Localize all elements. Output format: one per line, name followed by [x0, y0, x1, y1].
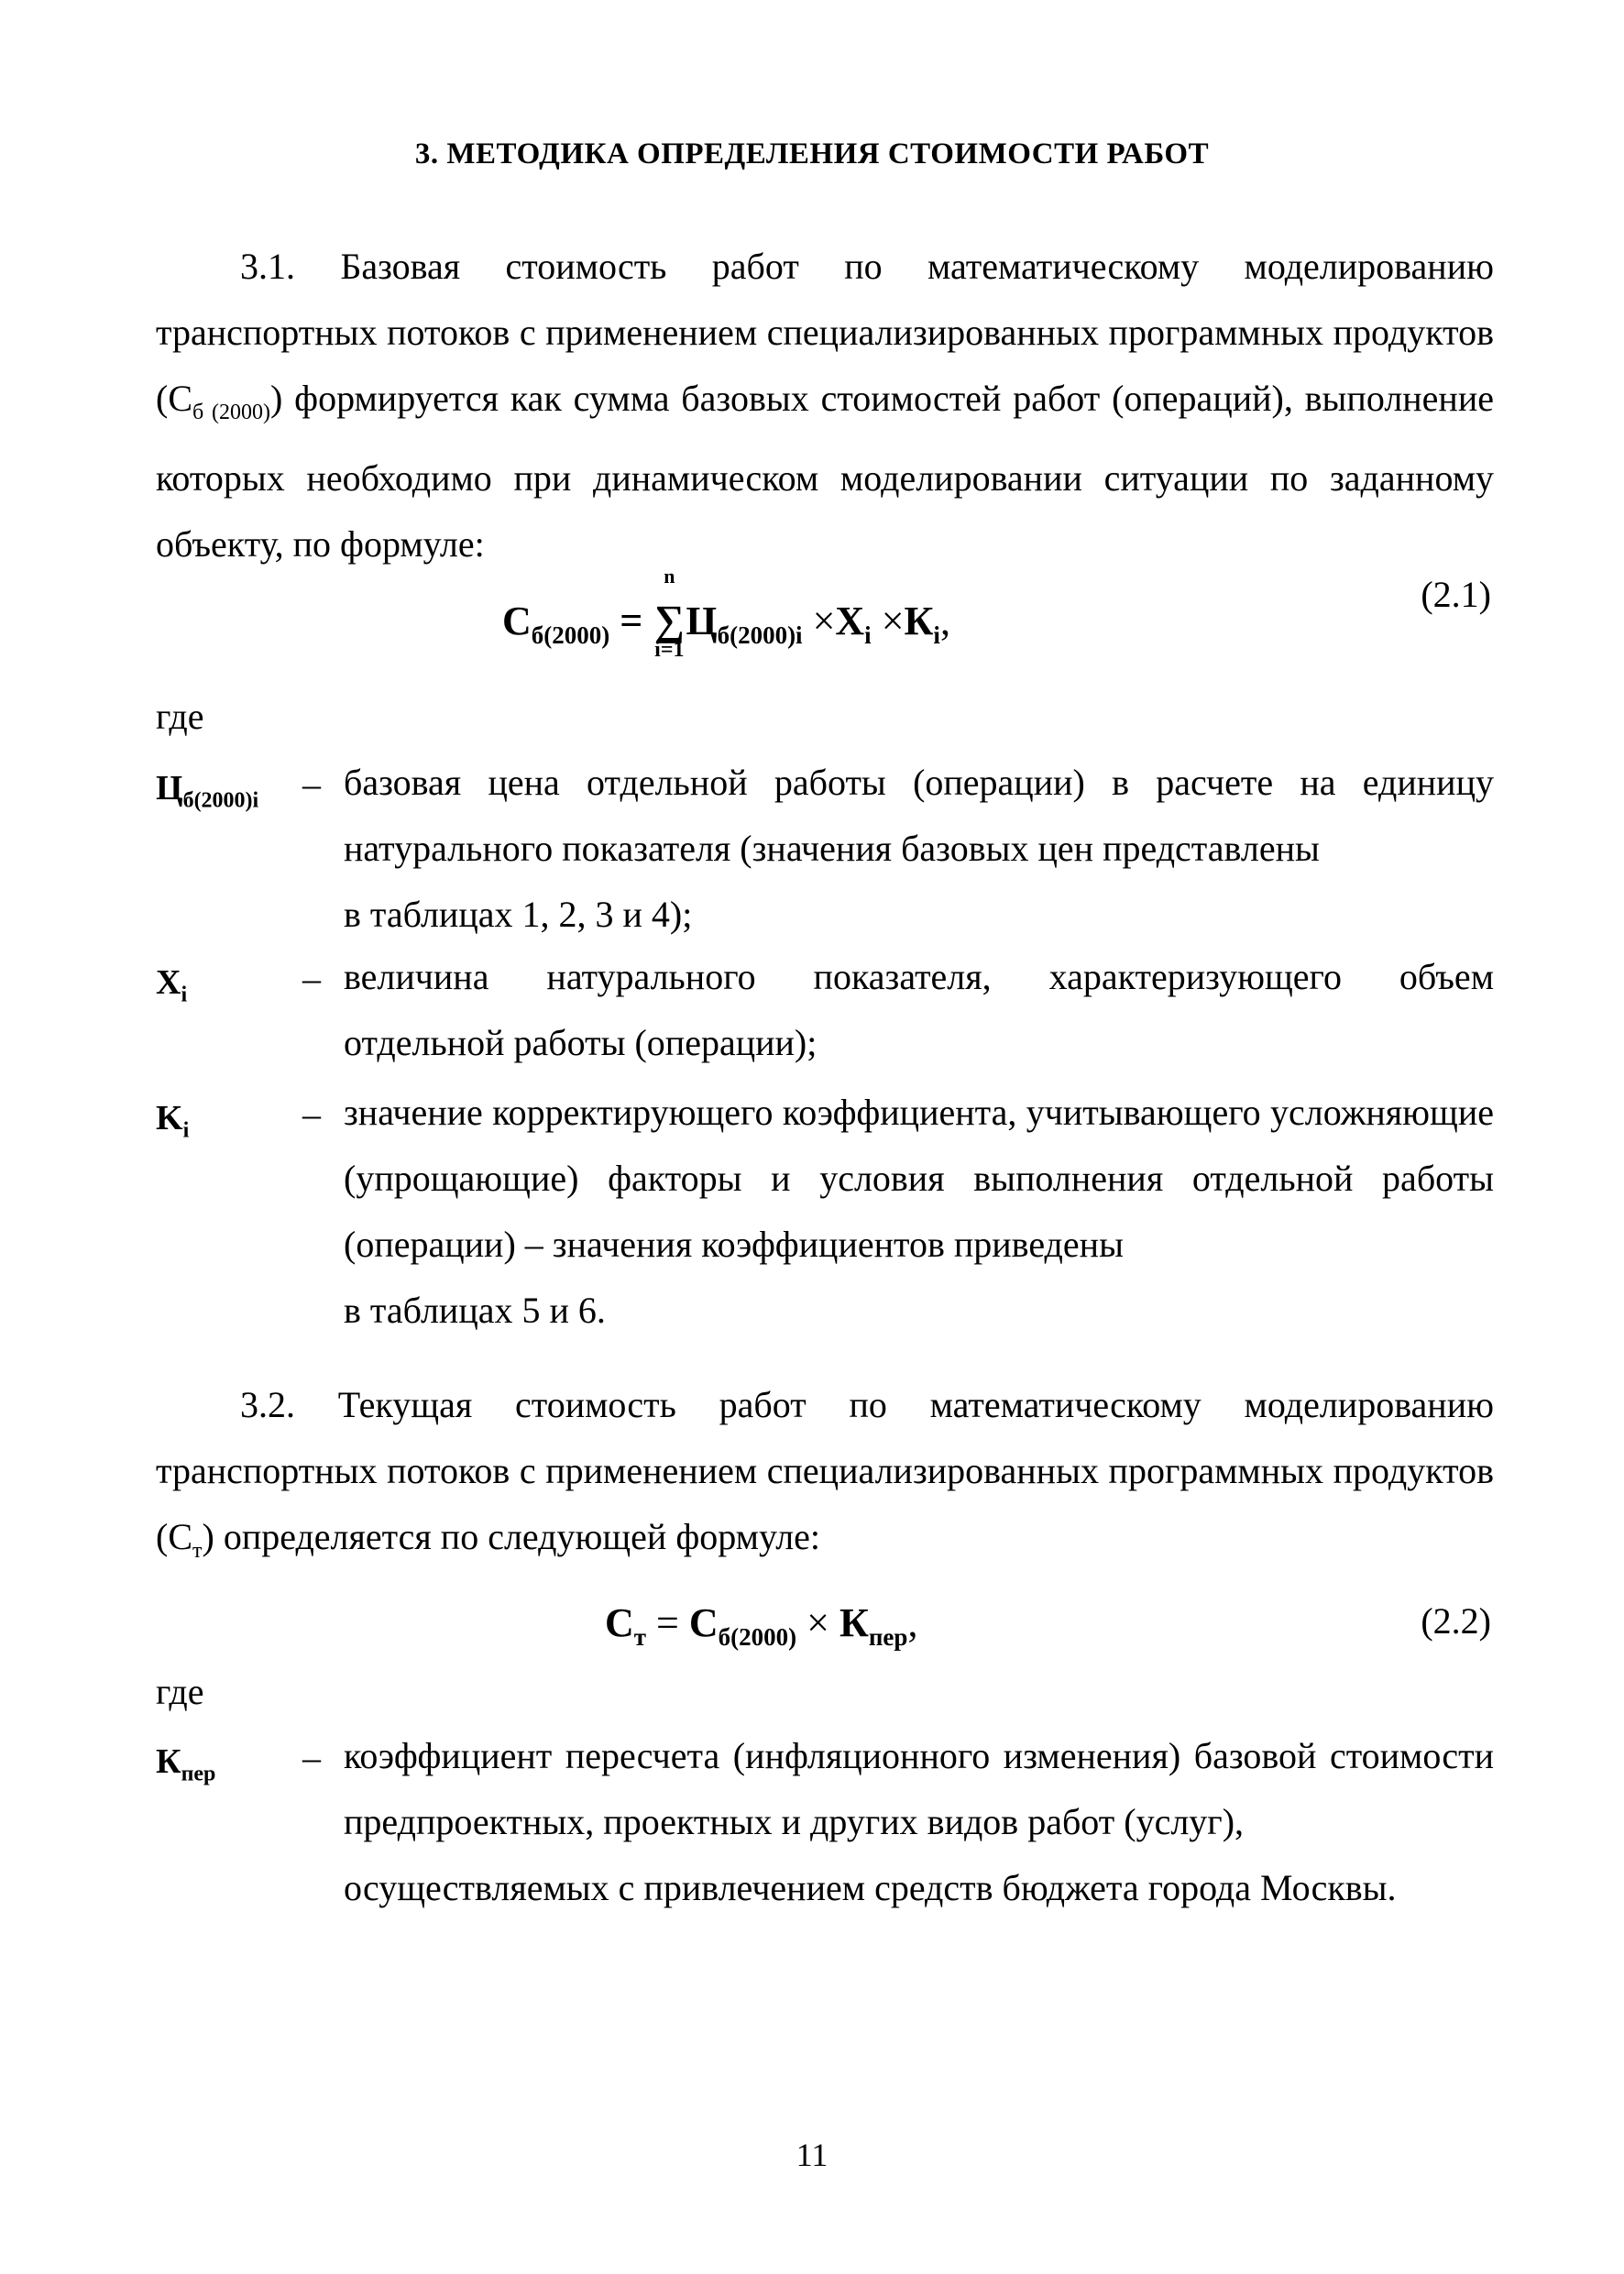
definition-term-quantity-symbol: X: [156, 963, 181, 1002]
definition-text-coefficient-main: значение корректирующего коэффициента, учитывающего усложняющие (упрощающие) факторы и условия выполнения отдельной работы (операции) – значения коэффициентов приведены: [344, 1092, 1494, 1265]
formula-2-1-lhs-sub: б(2000): [531, 621, 610, 649]
definition-term-conversion: [156, 1741, 215, 1787]
definition-text-quantity-cont: [344, 1010, 1494, 1076]
paragraph-3-2: [156, 1372, 1494, 1584]
definition-term-coefficient: [156, 1098, 189, 1144]
definition-term-quantity-sub: i: [181, 983, 188, 1007]
definition-text-quantity: [344, 944, 1494, 1010]
page-number: 11: [796, 2137, 828, 2173]
where-label-1: где: [156, 696, 204, 737]
formula-2-2: [605, 1599, 917, 1652]
equation-number-2-1: (2.1): [1421, 574, 1491, 615]
formula-2-1-term2: X: [835, 599, 865, 643]
sum-lower-limit: i=1: [654, 638, 685, 662]
definition-text-price-last: в таблицах 1, 2, 3 и 4);: [344, 894, 693, 935]
formula-2-2-rhs1-sub: б(2000): [718, 1622, 797, 1651]
formula-2-2-lhs-sub: т: [633, 1622, 647, 1651]
formula-2-2-lhs: С: [605, 1600, 634, 1645]
formula-2-2-times: ×: [807, 1600, 829, 1645]
definition-dash: –: [302, 1737, 321, 1778]
formula-2-2-equals: =: [656, 1600, 679, 1645]
definition-term-quantity: [156, 962, 187, 1008]
definition-text-coefficient: [344, 1080, 1494, 1344]
formula-2-1-term1-sub: б(2000)i: [717, 621, 803, 649]
definition-text-quantity-main: величина натурального показателя, характеризующего объем: [344, 956, 1494, 997]
sigma-glyph: ∑: [653, 597, 685, 643]
summation-symbol: [653, 565, 686, 662]
where-label-2: где: [156, 1671, 204, 1712]
formula-2-2-tail: ,: [907, 1600, 918, 1645]
formula-2-1-tail: ,: [939, 599, 950, 643]
formula-2-1: [502, 565, 950, 662]
sum-upper-limit: n: [664, 565, 675, 588]
formula-2-1-lhs: С: [502, 599, 532, 643]
formula-2-1-times2: ×: [881, 599, 905, 643]
definition-term-conversion-symbol: К: [156, 1742, 181, 1781]
definition-text-conversion-main: коэффициент пересчета (инфляционного изменения) базовой стоимости предпроектных, проектных и других видов работ (услуг),: [344, 1735, 1494, 1842]
definition-text-quantity-last: отдельной работы (операции);: [344, 1022, 817, 1063]
definition-text-conversion: [344, 1723, 1494, 1921]
definition-term-conversion-sub: пер: [181, 1762, 216, 1786]
definition-dash: –: [302, 958, 321, 999]
definition-text-conversion-last: осуществляемых с привлечением средств бюджета города Москвы.: [344, 1867, 1397, 1908]
definition-term-price-sub: б(2000)i: [182, 788, 259, 813]
formula-2-1-term3-sub: i: [933, 621, 940, 649]
definition-dash: –: [302, 1093, 321, 1135]
definition-term-price: [156, 768, 258, 814]
formula-2-2-rhs2-sub: пер: [868, 1622, 908, 1651]
paragraph-3-2-text-before: 3.2. Текущая стоимость работ по математическому моделированию транспортных потоков с применением специализированных программных продуктов (С: [156, 1384, 1494, 1557]
formula-2-1-term2-sub: i: [864, 621, 872, 649]
formula-2-1-term3: К: [904, 599, 934, 643]
definition-dash: –: [302, 763, 321, 805]
definition-text-price: [344, 750, 1494, 948]
definition-term-coefficient-symbol: K: [156, 1099, 183, 1137]
formula-2-1-times1: ×: [812, 599, 836, 643]
formula-2-2-rhs1: С: [688, 1600, 719, 1645]
paragraph-3-1-text-before: 3.1. Базовая стоимость работ по математическому моделированию транспортных потоков с применением специализированных программных продуктов (С: [156, 246, 1494, 419]
formula-2-1-term1: Ц: [686, 599, 718, 643]
paragraph-3-2-text-after: ) определяется по следующей формуле:: [202, 1516, 821, 1557]
paragraph-3-2-subscript: т: [192, 1539, 203, 1563]
definition-term-price-symbol: Ц: [156, 769, 183, 807]
formula-2-1-equals: =: [620, 599, 643, 643]
definition-text-price-main: базовая цена отдельной работы (операции) в расчете на единицу натурального показателя (значения базовых цен представлены: [344, 762, 1494, 869]
paragraph-3-1-text-after: ) формируется как сумма базовых стоимостей работ (операций), выполнение которых необходимо при динамическом моделировании ситуации по заданному объекту, по формуле:: [156, 378, 1495, 565]
paragraph-3-1-subscript: б (2000): [192, 401, 271, 424]
formula-2-2-rhs2: К: [839, 1600, 869, 1645]
section-heading: 3. МЕТОДИКА ОПРЕДЕЛЕНИЯ СТОИМОСТИ РАБОТ: [414, 137, 1210, 170]
paragraph-3-1: [156, 234, 1494, 577]
definition-text-coefficient-last: в таблицах 5 и 6.: [344, 1290, 606, 1331]
equation-number-2-2: (2.2): [1421, 1600, 1491, 1642]
definition-term-coefficient-sub: i: [182, 1118, 190, 1143]
